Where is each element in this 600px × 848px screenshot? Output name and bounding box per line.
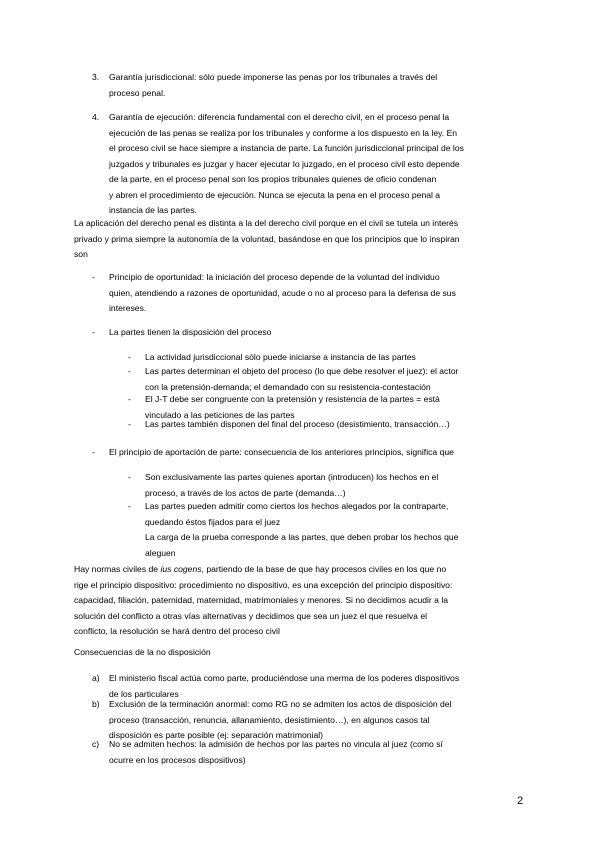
consequence-label-c: c) [92,739,100,749]
text-line: El J-T debe ser congruente con la pretensión y resistencia de la partes = está [145,394,440,404]
text-line: ejecución de las penas se realiza por los tribunales y conforme a los dispuesto en la ley. En [109,127,458,138]
text-line: proceso, a través de los actos de parte (demanda…) [145,487,346,498]
text-line: de la parte, en el proceso penal son los propios tribunales quienes de oficio condenan [109,174,437,184]
text-line: La actividad jurisdiccional sólo puede iniciarse a instancia de las partes [145,352,416,362]
text-line: proceso (transacción, renuncia, allanamiento, desistimiento…), en algunos casos tal [109,714,430,725]
sub-bullet-dash: - [128,352,131,362]
text-line: La carga de la prueba corresponde a las partes, que deben probar los hechos que [145,532,459,542]
disposition-subitem [145,417,526,433]
consequence-label-a: a) [92,673,100,683]
principle-disposicion [109,325,526,341]
sub-bullet-dash: - [128,501,131,511]
text-line: rige el principio dispositivo: procedimiento no dispositivo, es una excepción del principio dispositivo: [74,579,453,590]
page-number: 2 [517,795,524,807]
ius-cogens-paragraph [74,562,526,640]
text-line: solución del conflicto a otras vías alternativas y decidimos que sea un juez el que resuelva el [74,610,428,621]
sub-bullet-dash: - [128,419,131,429]
text-line: Garantía de ejecución: diferencia fundamental con el derecho civil, en el proceso penal la [109,112,450,122]
text-line: La partes tienen la disposición del proceso [109,327,272,337]
text-line: Las partes pueden admitir como ciertos los hechos alegados por la contraparte, [145,501,449,511]
text-line: El ministerio fiscal actúa como parte, produciéndose una merma de los poderes dispositivos [109,673,460,683]
intro-paragraph [74,216,526,263]
text-line: quien, atendiendo a razones de oportunidad, acude o no al proceso para la defensa de sus [109,287,456,298]
text-line: quedando éstos fijados para el juez [145,516,281,527]
text-line: de los particulares [109,688,179,699]
text-line: aleguen [145,547,176,558]
text-line: disposición es parte posible (ej: separación matrimonial) [109,730,323,740]
principle-aportacion [109,445,526,461]
aportacion-subitem [145,499,526,561]
consequences-heading [74,645,526,661]
principle-oportunidad [109,270,526,317]
text-line: privado y prima siempre la autonomía de la voluntad, basándose en que los principios que lo inspiran [74,233,460,244]
text-line: ocurre en los procesos dispositivos) [109,754,246,765]
text-line: proceso penal. [109,87,166,98]
text-line: Garantía jurisdiccional: sólo puede imponerse las penas por los tribunales a través del [109,72,438,82]
text-line: intereses. [109,303,147,313]
item-number-3: 3. [92,72,100,82]
text-line: vinculado a las peticiones de las partes [145,409,295,420]
text-line: Principio de oportunidad: la iniciación del proceso depende de la voluntad del individuo [109,272,440,282]
disposition-subitem [145,364,526,395]
aportacion-subitem [145,470,526,501]
text-line: capacidad, filiación, paternidad, maternidad, matrimoniales y menores. Si no decidimos acudir a la [74,595,449,605]
bullet-dash: - [92,447,95,457]
text-line: instancia de las partes. [109,205,197,215]
heading-text: Consecuencias de la no disposición [74,647,211,657]
text-fragment: Hay normas civiles de [74,564,161,574]
item-4-text [109,110,526,219]
text-line: juzgados y tribunales es juzgar y hacer ejecutar lo juzgado, en el proceso civil esto depende [109,158,460,169]
text-line: y abren el procedimiento de ejecución. Nunca se ejecuta la pena en el proceso penal a [109,189,441,200]
text-line: Las partes también disponen del final del proceso (desistimiento, transacción…) [145,419,450,429]
text-line [74,562,526,578]
text-line: con la pretensión-demanda; el demandado con su resistencia-contestación [145,381,431,392]
bullet-dash: - [92,272,95,282]
item-3-text [109,70,526,101]
text-line: Las partes determinan el objeto del proceso (lo que debe resolver el juez): el actor [145,366,459,376]
text-line: La aplicación del derecho penal es distinta a la del derecho civil porque en el civil se tutela un interés [74,218,459,228]
sub-bullet-dash: - [128,394,131,404]
sub-bullet-dash: - [128,472,131,482]
item-number-4: 4. [92,112,100,122]
sub-bullet-dash: - [128,366,131,376]
text-line: el proceso civil se hace siempre a instancia de parte. La función jurisdiccional principal de los [109,143,464,153]
text-fragment: , partiendo de la base de que hay procesos civiles en los que no [201,564,447,574]
text-line: Exclusión de la terminación anormal: como RG no se admiten los actos de disposición del [109,699,452,709]
text-line: El principio de aportación de parte: consecuencia de los anteriores principios, significa que [109,447,454,457]
consequence-label-b: b) [92,699,100,709]
italic-term: ius cogens [160,564,202,574]
bullet-dash: - [92,327,95,337]
text-line: conflicto, la resolución se hará dentro del proceso civil [74,626,280,636]
consequence-c [109,737,526,768]
text-line: son [74,249,88,259]
text-line: Son exclusivamente las partes quienes aportan (introducen) los hechos en el [145,472,439,482]
text-line: No se admiten hechos: la admisión de hechos por las partes no vincula al juez (como sí [109,739,443,749]
